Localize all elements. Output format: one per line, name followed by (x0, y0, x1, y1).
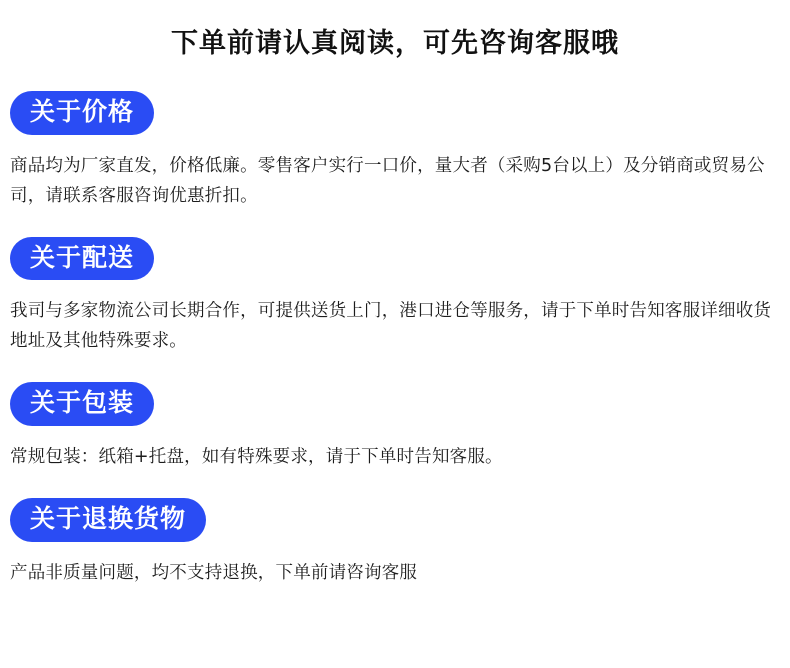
section-text-return: 产品非质量问题，均不支持退换，下单前请咨询客服 (10, 562, 418, 583)
section-text-price: 商品均为厂家直发，价格低廉。零售客户实行一口价，量大者（采购5台以上）及分销商或贸易公司，请联系客服咨询优惠折扣。 (10, 155, 765, 206)
section-packing (10, 382, 780, 472)
page-title: 下单前请认真阅读，可先咨询客服哦 (171, 28, 619, 59)
section-return (10, 498, 780, 588)
section-text-delivery: 我司与多家物流公司长期合作，可提供送货上门，港口进仓等服务，请于下单时告知客服详细收货地址及其他特殊要求。 (10, 301, 772, 352)
notice-page (0, 26, 790, 668)
section-text-packing: 常规包装：纸箱+托盘，如有特殊要求，请于下单时告知客服。 (10, 446, 503, 467)
section-price (10, 91, 780, 211)
section-delivery (10, 237, 780, 357)
section-badge-packing: 关于包装 (10, 382, 154, 426)
section-badge-price: 关于价格 (10, 91, 154, 135)
section-badge-return: 关于退换货物 (10, 498, 206, 542)
section-badge-delivery: 关于配送 (10, 237, 154, 281)
